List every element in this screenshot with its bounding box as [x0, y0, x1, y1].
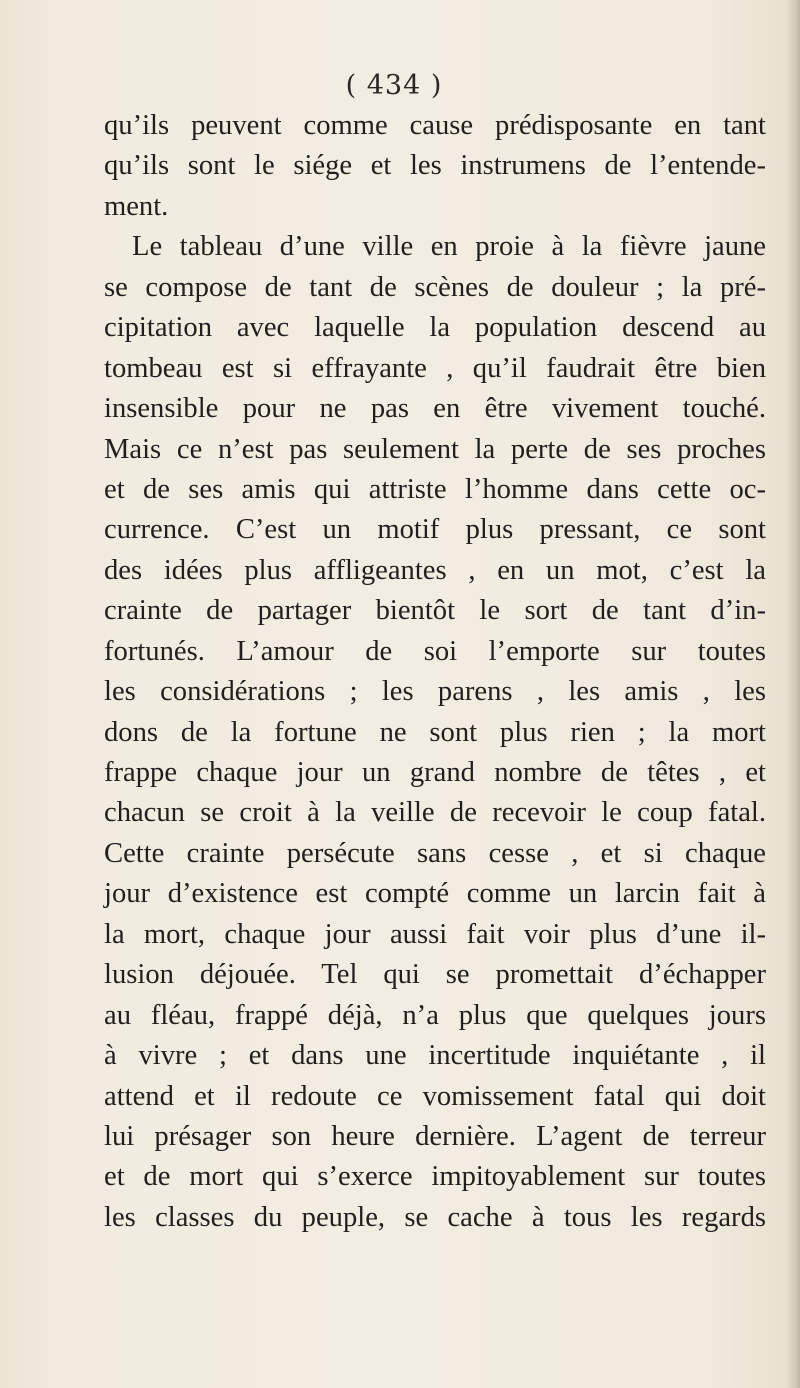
text-line: la mort, chaque jour aussi fait voir plus d’une il- [104, 918, 766, 950]
text-line: cipitation avec laquelle la population descend au [104, 312, 766, 344]
text-line: les classes du peuple, se cache à tous les regards [104, 1201, 766, 1233]
text-line: Le tableau d’une ville en proie à la fièvre jaune [132, 231, 766, 263]
text-line: et de mort qui s’exerce impitoyablement sur toutes [104, 1161, 766, 1193]
text-line: et de ses amis qui attriste l’homme dans cette oc- [104, 473, 766, 505]
page-number: ( 434 ) [345, 70, 443, 101]
text-line: jour d’existence est compté comme un larcin fait à [104, 878, 766, 910]
page-edge-shadow [786, 0, 800, 1388]
text-line: insensible pour ne pas en être vivement touché. [104, 393, 766, 425]
text-line: fortunés. L’amour de soi l’emporte sur toutes [104, 635, 766, 667]
text-line: chacun se croit à la veille de recevoir le coup fatal. [104, 797, 766, 829]
text-line: à vivre ; et dans une incertitude inquiétante , il [104, 1040, 766, 1072]
text-line: tombeau est si effrayante , qu’il faudrait être bien [104, 352, 766, 384]
text-line: attend et il redoute ce vomissement fatal qui doit [104, 1080, 766, 1112]
text-line: frappe chaque jour un grand nombre de têtes , et [104, 757, 766, 788]
text-line: qu’ils peuvent comme cause prédisposante en tant [104, 110, 766, 141]
text-line: au fléau, frappé déjà, n’a plus que quelques jours [104, 999, 766, 1031]
text-line: lusion déjouée. Tel qui se promettait d’échapper [104, 959, 766, 991]
text-line: les considérations ; les parens , les amis , les [104, 676, 766, 708]
text-line: Mais ce n’est pas seulement la perte de ses proches [104, 433, 766, 465]
body-text [104, 106, 766, 1238]
text-line: qu’ils sont le siége et les instrumens de l’entende- [104, 150, 766, 182]
text-line: dons de la fortune ne sont plus rien ; la mort [104, 716, 766, 748]
text-line: se compose de tant de scènes de douleur ; la pré- [104, 271, 766, 303]
text-line: Cette crainte persécute sans cesse , et si chaque [104, 837, 766, 869]
text-line: ment. [104, 190, 169, 222]
text-line: crainte de partager bientôt le sort de tant d’in- [104, 595, 766, 627]
text-line: lui présager son heure dernière. L’agent de terreur [104, 1120, 766, 1152]
text-line: des idées plus affligeantes , en un mot, c’est la [104, 554, 766, 586]
text-line: currence. C’est un motif plus pressant, ce sont [104, 514, 766, 546]
